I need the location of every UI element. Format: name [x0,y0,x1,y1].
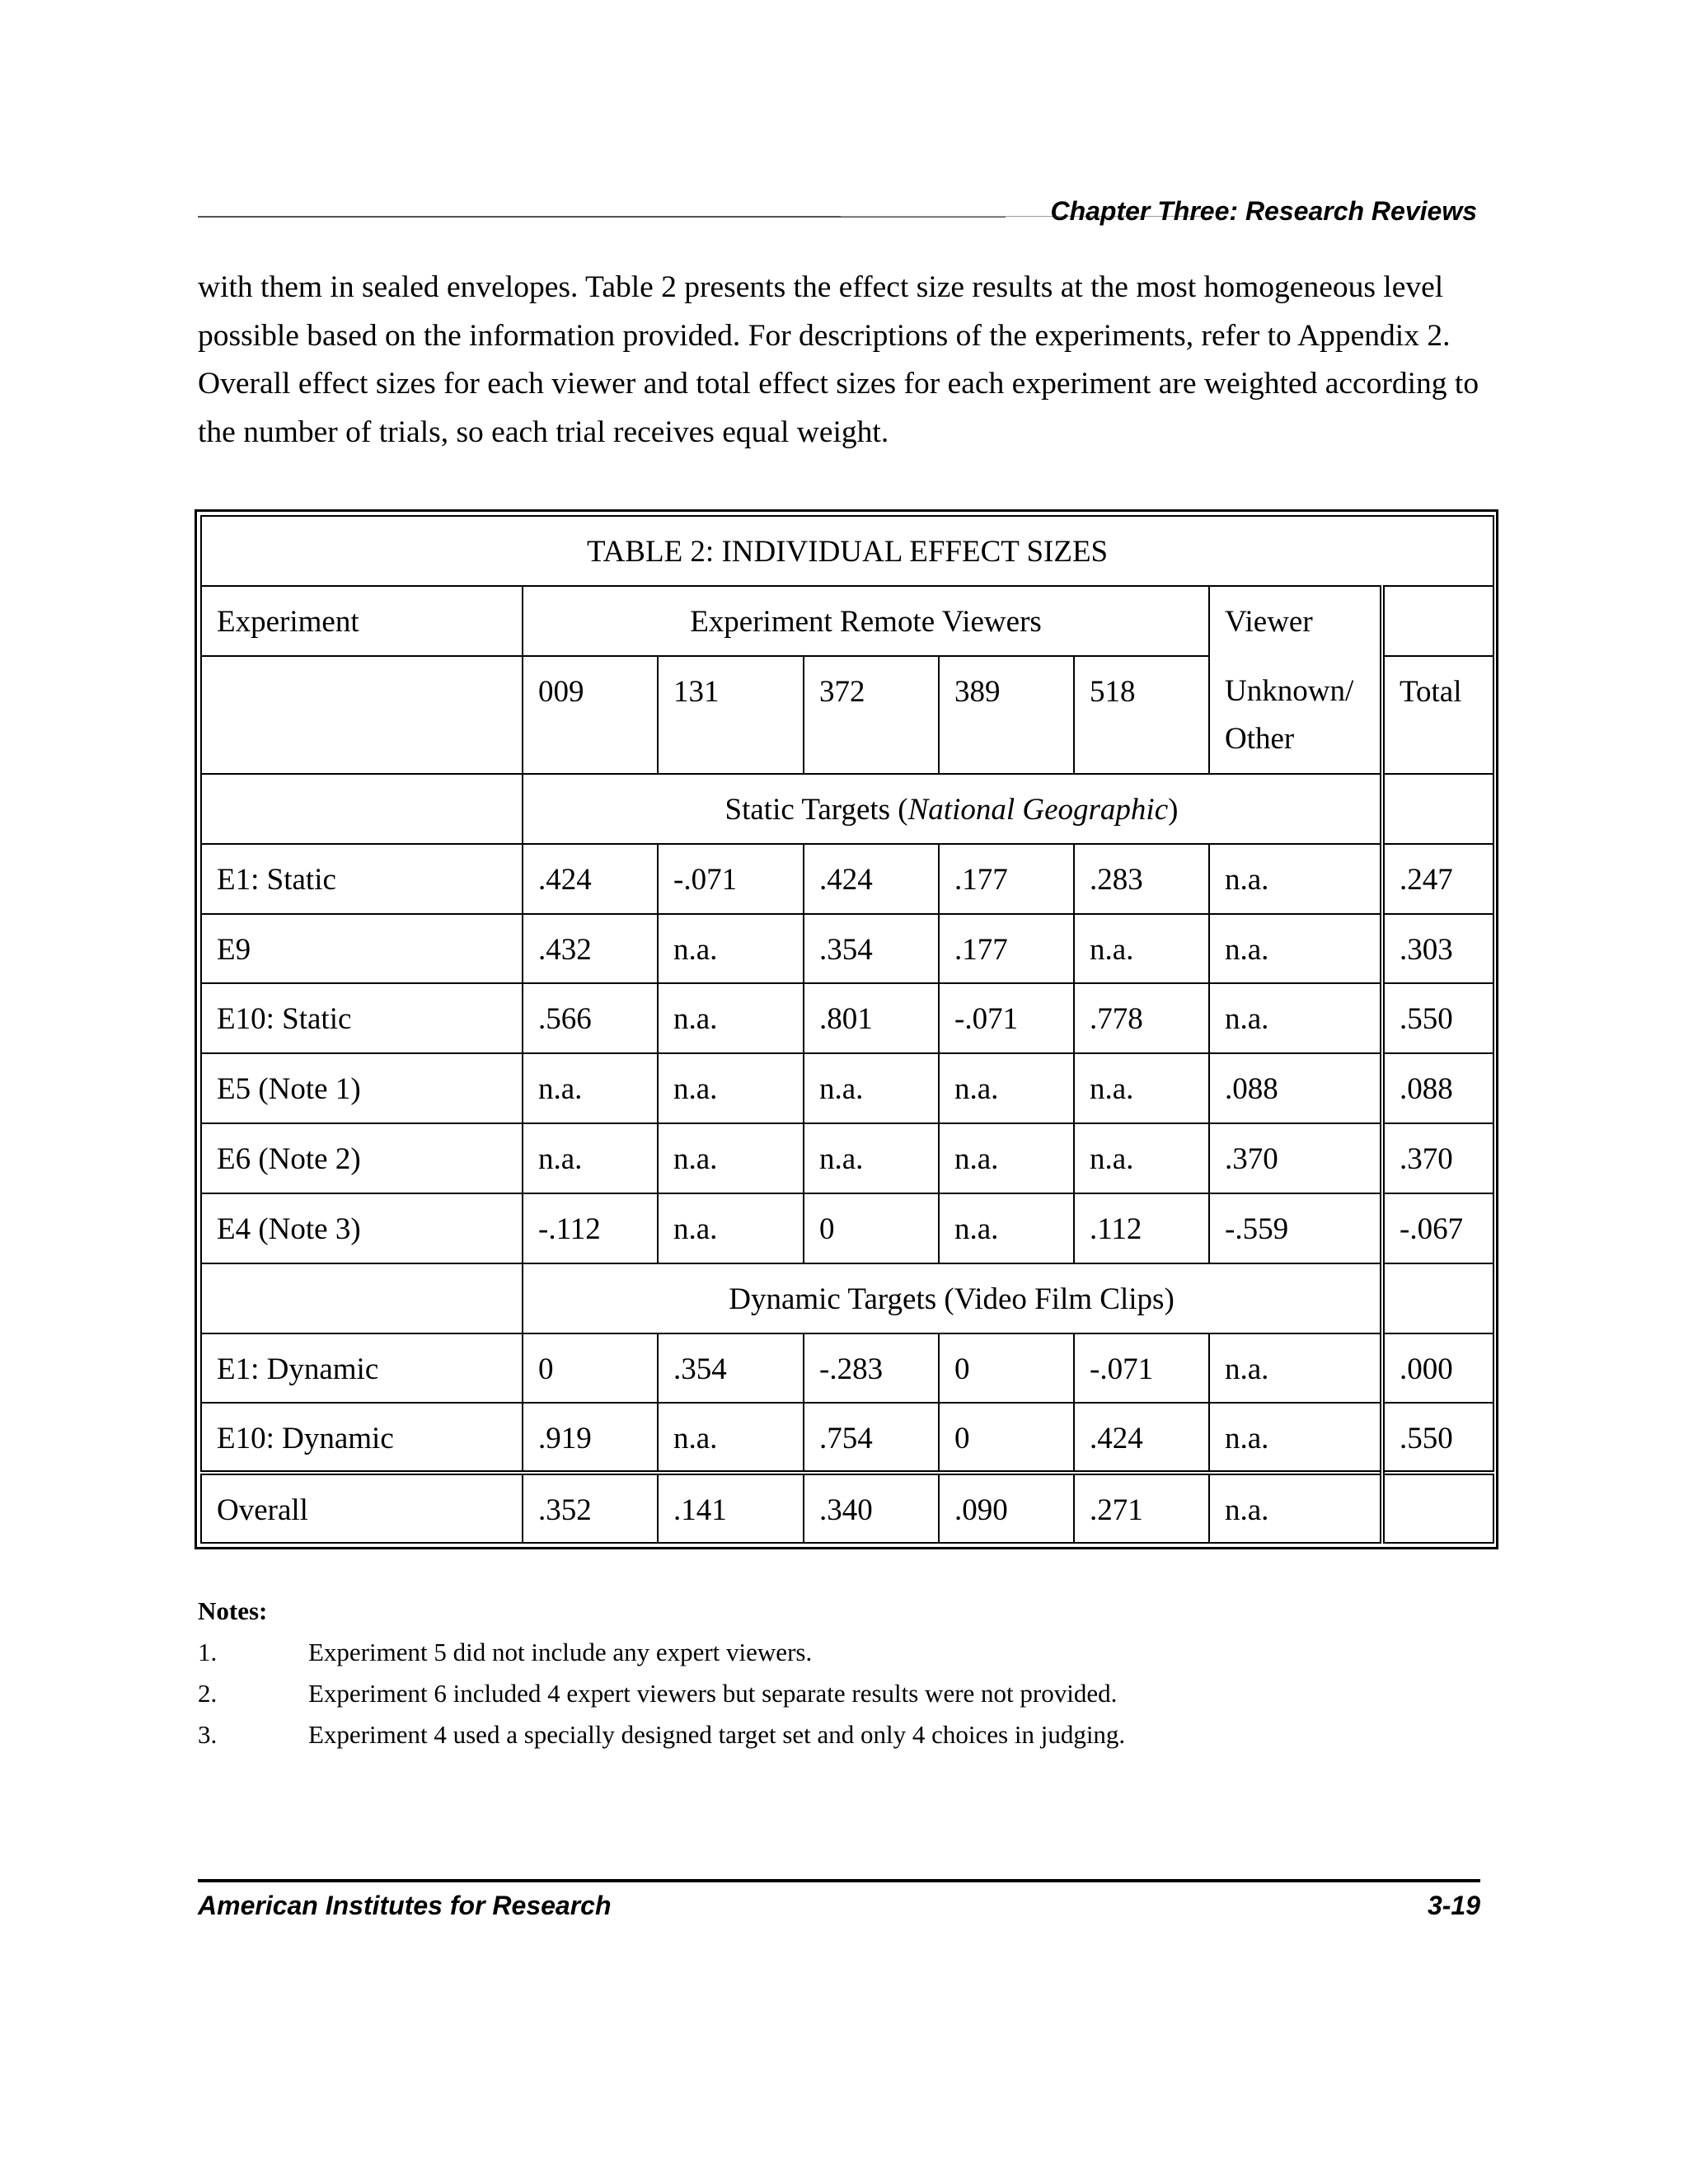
chapter-title: Chapter Three: Research Reviews [1050,196,1477,226]
row-label: E10: Dynamic [201,1403,523,1473]
total-cell: .088 [1382,1053,1493,1123]
value-cell: .177 [939,914,1074,984]
value-cell: n.a. [1209,914,1382,984]
value-cell: .801 [804,983,939,1053]
value-cell: n.a. [523,1123,658,1193]
section-total-blank [1382,774,1493,844]
dynamic-section-row [201,1263,1493,1333]
table-row [201,914,1493,984]
value-cell: n.a. [1074,914,1209,984]
header-unknown-other: Unknown/ Other [1209,656,1382,774]
row-label: E1: Static [201,844,523,914]
value-cell: -.071 [658,844,804,914]
value-cell: n.a. [1074,1123,1209,1193]
section-label-blank [201,1263,523,1333]
value-cell: n.a. [1209,1333,1382,1404]
total-cell: .303 [1382,914,1493,984]
value-cell: .090 [939,1473,1074,1543]
static-section-prefix: Static Targets ( [724,793,908,827]
value-cell: n.a. [939,1123,1074,1193]
value-cell: n.a. [1074,1053,1209,1123]
table-row [201,983,1493,1053]
static-section-source: National Geographic [907,793,1169,827]
header-total: Total [1382,656,1493,774]
row-label: E6 (Note 2) [201,1123,523,1193]
value-cell: -.071 [939,983,1074,1053]
static-section-suffix: ) [1168,793,1179,827]
value-cell: .424 [804,844,939,914]
value-cell: n.a. [1209,983,1382,1053]
value-cell: .088 [1209,1053,1382,1123]
value-cell: .778 [1074,983,1209,1053]
value-cell: n.a. [658,1123,804,1193]
note-item [198,1673,1484,1714]
section-total-blank [1382,1263,1493,1333]
value-cell: n.a. [1209,1473,1382,1543]
value-cell: .354 [658,1333,804,1404]
header-viewer: Viewer [1209,586,1382,656]
value-cell: -.071 [1074,1333,1209,1404]
value-cell: 0 [939,1333,1074,1404]
note-item [198,1632,1484,1673]
value-cell: .352 [523,1473,658,1543]
note-number: 3. [198,1720,218,1749]
value-cell: n.a. [939,1053,1074,1123]
header-viewer-518: 518 [1074,656,1209,774]
value-cell: .370 [1209,1123,1382,1193]
note-text: Experiment 4 used a specially designed target set and only 4 choices in judging. [308,1720,1126,1749]
table-title-row [201,516,1493,586]
total-cell [1382,1473,1493,1543]
total-cell: .000 [1382,1333,1493,1404]
note-item [198,1714,1484,1755]
row-label: E4 (Note 3) [201,1193,523,1263]
table-header-row-1 [201,586,1493,656]
table-row [201,1333,1493,1404]
header-experiment-blank [201,656,523,774]
body-paragraph: with them in sealed envelopes. Table 2 presents the effect size results at the most homogeneous level possible based on the information provided. For descriptions of the experiments, refer to Appendix 2. Overall effect sizes for each viewer and total effect sizes for each experiment are weighted according to the number of trials, so each trial receives equal weight. [198,270,1479,449]
header-experiment: Experiment [201,586,523,656]
dynamic-section-heading: Dynamic Targets (Video Film Clips) [523,1263,1382,1333]
value-cell: .271 [1074,1473,1209,1543]
row-label: E10: Static [201,983,523,1053]
table-row [201,1193,1493,1263]
header-viewer-372: 372 [804,656,939,774]
table-notes [198,1591,1484,1755]
row-label: E1: Dynamic [201,1333,523,1404]
table-row [201,1403,1493,1473]
static-section-heading [523,774,1382,844]
header-viewer-389: 389 [939,656,1074,774]
footer-rule [198,1879,1480,1882]
value-cell: .754 [804,1403,939,1473]
header-viewer-131: 131 [658,656,804,774]
value-cell: .566 [523,983,658,1053]
value-cell: .283 [1074,844,1209,914]
note-text: Experiment 5 did not include any expert viewers. [308,1638,813,1666]
value-cell: n.a. [804,1123,939,1193]
table-row [201,1053,1493,1123]
value-cell: n.a. [658,983,804,1053]
row-label: Overall [201,1473,523,1543]
value-cell: n.a. [523,1053,658,1123]
value-cell: .141 [658,1473,804,1543]
value-cell: -.112 [523,1193,658,1263]
value-cell: 0 [523,1333,658,1404]
row-label: E5 (Note 1) [201,1053,523,1123]
section-label-blank [201,774,523,844]
note-number: 1. [198,1638,218,1666]
value-cell: .177 [939,844,1074,914]
header-total-blank [1382,586,1493,656]
effect-size-grid [200,515,1494,1544]
total-cell: .370 [1382,1123,1493,1193]
value-cell: .424 [1074,1403,1209,1473]
header-remote-viewers: Experiment Remote Viewers [523,586,1209,656]
total-cell: .550 [1382,983,1493,1053]
page-number: 3-19 [1427,1891,1480,1920]
value-cell: n.a. [1209,1403,1382,1473]
row-label: E9 [201,914,523,984]
footer-organization: American Institutes for Research [198,1891,612,1920]
note-text: Experiment 6 included 4 expert viewers but separate results were not provided. [308,1679,1118,1708]
value-cell: n.a. [658,1403,804,1473]
value-cell: n.a. [939,1193,1074,1263]
total-cell: .247 [1382,844,1493,914]
value-cell: .354 [804,914,939,984]
value-cell: n.a. [804,1053,939,1123]
value-cell: .424 [523,844,658,914]
table-title: TABLE 2: INDIVIDUAL EFFECT SIZES [201,516,1493,586]
header-viewer-009: 009 [523,656,658,774]
table-header-row-2 [201,656,1493,774]
value-cell: 0 [804,1193,939,1263]
value-cell: .919 [523,1403,658,1473]
static-section-row [201,774,1493,844]
page-footer [198,1879,1480,1929]
table-row [201,844,1493,914]
value-cell: .432 [523,914,658,984]
note-number: 2. [198,1679,218,1708]
value-cell: .340 [804,1473,939,1543]
value-cell: n.a. [1209,844,1382,914]
value-cell: n.a. [658,1053,804,1123]
effect-size-table [195,509,1498,1549]
value-cell: -.283 [804,1333,939,1404]
value-cell: -.559 [1209,1193,1382,1263]
total-cell: -.067 [1382,1193,1493,1263]
value-cell: n.a. [658,1193,804,1263]
value-cell: 0 [939,1403,1074,1473]
total-cell: .550 [1382,1403,1493,1473]
table-row [201,1473,1493,1543]
table-row [201,1123,1493,1193]
running-header [198,194,1477,227]
notes-heading: Notes: [198,1596,268,1625]
value-cell: n.a. [658,914,804,984]
value-cell: .112 [1074,1193,1209,1263]
